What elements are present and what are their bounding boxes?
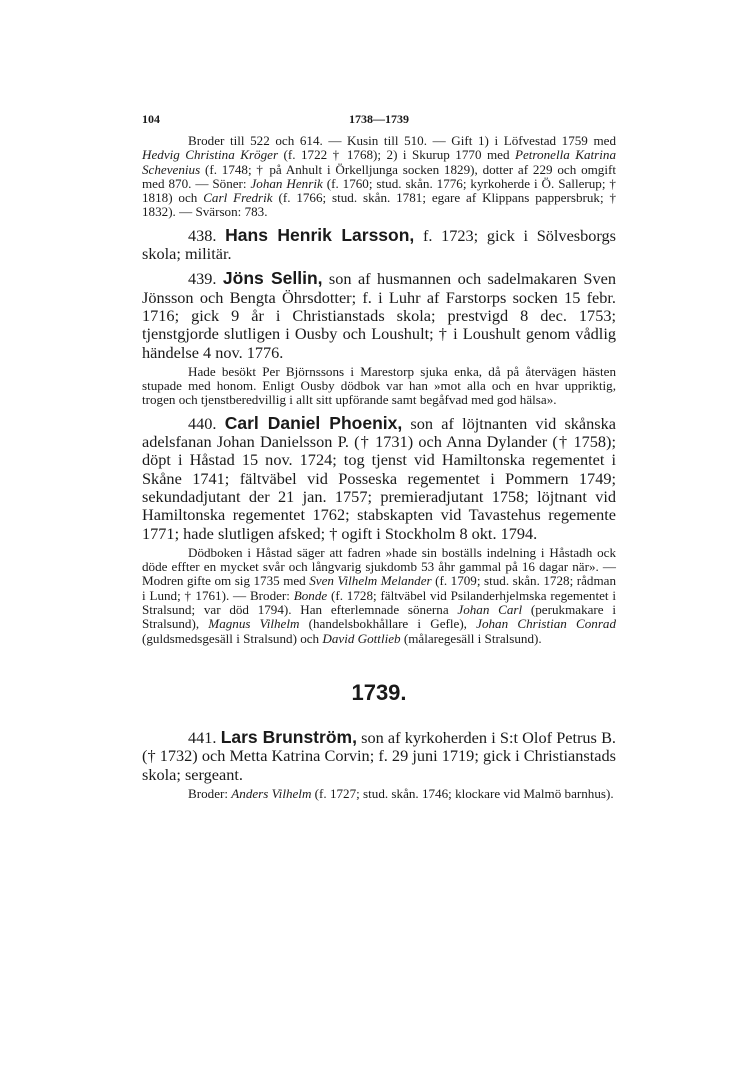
- section-year-heading: 1739.: [351, 679, 407, 705]
- entry-number: 440.: [188, 413, 217, 433]
- entry-number: 439.: [188, 269, 217, 289]
- book-page: [142, 112, 616, 801]
- entry-440-note: Dödboken i Håstad säger att fadren »hade sin boställs indelning i Håstadh ock döde effter en mycket svår och långvarig sjukdomb 53 åhr gammal på 16 dagar när». — Modren gifte om sig 1735 med Sven Vilhelm Melander (f. 1709; stud. skån. 1728; rådman i Lund; † 1761). — Broder: Bonde (f. 1728; fältväbel vid Psilanderhjelmska regementet i Stralsund; var död 1794). Han efterlemnade sönerna Johan Carl (perukmakare i Stralsund), Magnus Vilhelm (handelsbokhållare i Gefle), Johan Christian Conrad (guldsmedsgesäll i Stralsund) och David Gottlieb (målaregesäll i Stralsund).: [142, 544, 617, 646]
- running-header: [142, 112, 616, 134]
- entry-name: Jöns Sellin,: [222, 268, 323, 289]
- entry-439: 439. Jöns Sellin, son af husmannen och sadelmakaren Sven Jönsson och Bengta Öhrsdotter; f. i Luhr af Farstorps socken 15 febr. 1716; gick 9 år i Christianstads skola; prestvigd 8 dec. 1753; tjenstgjorde slutligen i Ousby och Loushult; † i Loushult genom vådlig händelse 4 nov. 1776.: [142, 268, 616, 362]
- page-number: 104: [142, 112, 160, 126]
- entry-439-note: Hade besökt Per Björnssons i Marestorp sjuka enka, då på återvägen hästen stupade med honom. Enligt Ousby dödbok var han »mot alla och en hvar uppriktig, trogen och tjenstberedvillig i allt sitt upförande samt begåfvad med god hälsa».: [142, 363, 616, 408]
- entry-441: 441. Lars Brunström, son af kyrkoherden i S:t Olof Petrus B. († 1732) och Metta Katrina Corvin; f. 29 juni 1719; gick i Christianstads skola; sergeant.: [142, 726, 616, 784]
- entry-441-note: Broder: Anders Vilhelm (f. 1727; stud. skån. 1746; klockare vid Malmö barnhus).: [188, 785, 614, 801]
- entry-name: Hans Henrik Larsson,: [225, 224, 415, 245]
- entry-name: Lars Brunström,: [220, 726, 357, 747]
- entry-437-relatives: Broder till 522 och 614. — Kusin till 510. — Gift 1) i Löfvestad 1759 med Hedvig Christina Kröger (f. 1722 † 1768); 2) i Skurup 1770 med Petronella Katrina Schevenius (f. 1748; † på Anhult i Örkelljunga socken 1829), dotter af 229 och omgift med 870. — Söner: Johan Henrik (f. 1760; stud. skån. 1776; kyrkoherde i Ö. Sallerup; † 1818) och Carl Fredrik (f. 1766; stud. skån. 1781; egare af Klippans pappersbruk; † 1832). — Svärson: 783.: [142, 133, 616, 220]
- year-range: 1738—1739: [349, 112, 409, 126]
- entry-440: 440. Carl Daniel Phoenix, son af löjtnanten vid skånska adelsfanan Johan Danielsson P. († 1731) och Anna Dylander († 1758); döpt i Håstad 15 nov. 1724; tog tjenst vid Hamiltonska regementet i Skåne 1741; fältväbel vid Posseska regementet i Pommern 1749; sekundadjutant der 21 jan. 1757; premieradjutant 1758; löjtnant vid Hamiltonska regementet 1762; stabskapten vid Tavastehus regemente 1771; hade slutligen afsked; † ogift i Stockholm 8 okt. 1794.: [142, 412, 616, 543]
- entry-number: 438.: [188, 225, 217, 245]
- entry-name: Carl Daniel Phoenix,: [224, 412, 403, 433]
- entry-438: 438. Hans Henrik Larsson, f. 1723; gick i Sölvesborgs skola; militär.: [142, 224, 617, 264]
- entry-number: 441.: [188, 727, 217, 747]
